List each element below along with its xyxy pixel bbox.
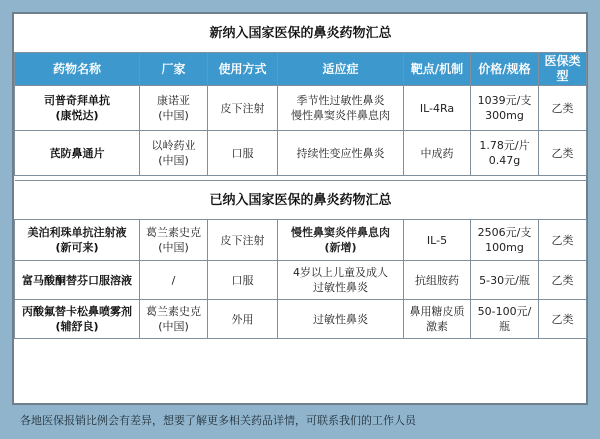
drug-summary-sheet [12, 12, 588, 405]
price-cell [471, 131, 539, 176]
drug-name-cell: 芪防鼻通片 [15, 131, 140, 176]
drug-name-cell [15, 86, 140, 131]
target-line: 激素 [426, 320, 448, 333]
insurance-type-cell: 乙类 [539, 86, 587, 131]
col-header-price: 价格/规格 [471, 53, 539, 86]
usage-cell: 口服 [208, 131, 278, 176]
indication-line: 慢性鼻窦炎伴鼻息肉 [291, 109, 390, 122]
indication-line: 过敏性鼻炎 [313, 281, 368, 294]
col-header-usage: 使用方式 [208, 53, 278, 86]
maker-country: (中国) [158, 109, 189, 122]
usage-cell: 口服 [208, 261, 278, 300]
maker-cell: / [140, 261, 208, 300]
table-row [15, 220, 587, 261]
drug-name: 司普奇拜单抗 [44, 94, 110, 107]
usage-cell: 外用 [208, 300, 278, 339]
target-cell [404, 300, 471, 339]
table-row [15, 86, 587, 131]
maker-cell [140, 86, 208, 131]
header-row [15, 53, 587, 86]
drug-name-cell [15, 300, 140, 339]
price-cell [471, 220, 539, 261]
maker-cell [140, 131, 208, 176]
usage-cell: 皮下注射 [208, 86, 278, 131]
price-line: 1039元/支 [477, 94, 532, 107]
indication-note: (新增) [324, 241, 357, 254]
target-line: 鼻用糖皮质 [409, 305, 465, 318]
section1-title: 新纳入国家医保的鼻炎药物汇总 [15, 14, 587, 53]
col-header-maker: 厂家 [140, 53, 208, 86]
maker-cell [140, 220, 208, 261]
maker-name: 以岭药业 [151, 139, 196, 152]
target-cell: 中成药 [404, 131, 471, 176]
insurance-type-cell: 乙类 [539, 261, 587, 300]
indication-cell: 过敏性鼻炎 [278, 300, 404, 339]
table-row [15, 261, 587, 300]
drug-name: 丙酸氟替卡松鼻喷雾剂 [22, 305, 132, 318]
spec-line: 0.47g [488, 154, 521, 167]
col-header-type: 医保类型 [539, 53, 587, 86]
insurance-type-cell: 乙类 [539, 220, 587, 261]
drug-name: 美泊利珠单抗注射液 [27, 226, 127, 239]
table-row [15, 300, 587, 339]
indication-cell [278, 86, 404, 131]
price-cell: 5-30元/瓶 [471, 261, 539, 300]
drug-brand: (辅舒良) [55, 320, 99, 333]
maker-name: 葛兰素史克 [146, 226, 201, 239]
indication-line: 慢性鼻窦炎伴鼻息肉 [291, 226, 390, 239]
indication-line: 4岁以上儿童及成人 [293, 266, 388, 279]
drug-brand: (新可来) [55, 241, 99, 254]
maker-name: 康诺亚 [157, 94, 190, 107]
indication-cell [278, 261, 404, 300]
table-row [15, 131, 587, 176]
price-line: 2506元/支 [477, 226, 532, 239]
price-cell [471, 86, 539, 131]
section2-title: 已纳入国家医保的鼻炎药物汇总 [15, 181, 587, 220]
indication-cell: 持续性变应性鼻炎 [278, 131, 404, 176]
col-header-indication: 适应症 [278, 53, 404, 86]
indication-line: 季节性过敏性鼻炎 [296, 94, 385, 107]
spec-line: 300mg [485, 109, 524, 122]
maker-country: (中国) [158, 320, 189, 333]
maker-name: 葛兰素史克 [146, 305, 201, 318]
maker-country: (中国) [158, 154, 189, 167]
maker-cell [140, 300, 208, 339]
usage-cell: 皮下注射 [208, 220, 278, 261]
col-header-target: 靶点/机制 [404, 53, 471, 86]
drug-name-cell: 富马酸酮替芬口服溶液 [15, 261, 140, 300]
drug-brand: (康悦达) [55, 109, 99, 122]
indication-cell [278, 220, 404, 261]
col-header-name: 药物名称 [15, 53, 140, 86]
insurance-type-cell: 乙类 [539, 300, 587, 339]
drug-table [14, 14, 587, 339]
target-cell: 抗组胺药 [404, 261, 471, 300]
insurance-type-cell: 乙类 [539, 131, 587, 176]
drug-name-cell [15, 220, 140, 261]
spec-line: 100mg [485, 241, 524, 254]
target-cell: IL-4Ra [404, 86, 471, 131]
price-cell: 50-100元/瓶 [471, 300, 539, 339]
price-line: 1.78元/片 [479, 139, 530, 152]
target-cell: IL-5 [404, 220, 471, 261]
maker-country: (中国) [158, 241, 189, 254]
footer-note: 各地医保报销比例会有差异，想要了解更多相关药品详情，可联系我们的工作人员 [20, 414, 416, 427]
